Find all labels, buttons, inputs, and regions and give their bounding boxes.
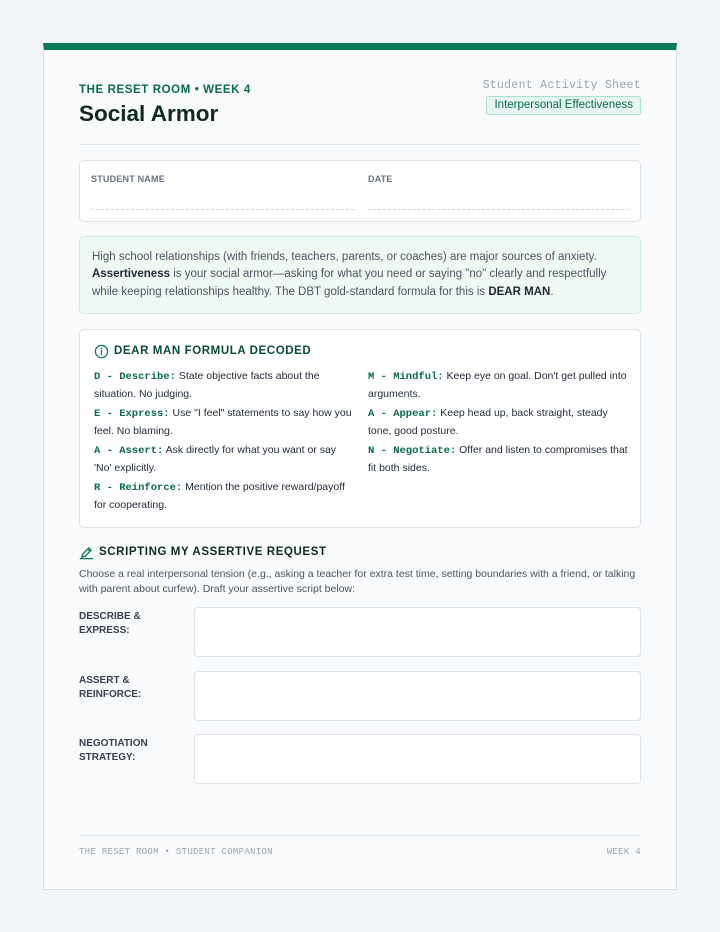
sheet-type-label: Student Activity Sheet <box>482 79 641 92</box>
formula-text: State objective facts about the situation. No judging. <box>94 370 320 400</box>
script-row-label <box>79 610 179 638</box>
intro-text-1: High school relationships (with friends, teachers, parents, or coaches) are major sources of anxiety. <box>92 251 597 263</box>
assert-reinforce-input[interactable] <box>194 671 641 721</box>
topic-badge: Interpersonal Effectiveness <box>486 96 641 115</box>
student-name-label: STUDENT NAME <box>91 174 165 184</box>
script-row-label-line: ASSERT & <box>79 675 130 686</box>
formula-text: Offer and listen to compromises that fit both sides. <box>368 444 628 474</box>
footer-week: WEEK 4 <box>606 847 641 857</box>
student-name-line <box>91 209 354 210</box>
script-row-label-line: REINFORCE: <box>79 689 142 700</box>
formula-text: Keep eye on goal. Don't get pulled into arguments. <box>368 370 627 400</box>
formula-code: A - Appear: <box>368 408 438 420</box>
formula-item-assert <box>94 442 356 477</box>
formula-item-reinforce <box>94 479 356 514</box>
formula-code: R - Reinforce: <box>94 482 183 494</box>
sheet-footer <box>79 835 641 865</box>
script-row-label <box>79 674 179 702</box>
formula-title: DEAR MAN FORMULA DECODED <box>114 345 312 357</box>
negotiation-strategy-input[interactable] <box>194 734 641 784</box>
formula-code: D - Describe: <box>94 371 176 383</box>
intro-text-3: . <box>550 285 554 298</box>
script-row-negotiation <box>79 734 641 784</box>
sheet-header <box>79 50 641 145</box>
script-row-label-line: EXPRESS: <box>79 625 130 636</box>
script-row-label-line: NEGOTIATION <box>79 738 148 749</box>
script-row-label-line: DESCRIBE & <box>79 611 141 622</box>
script-row-label <box>79 737 179 765</box>
student-info-fields <box>79 160 641 222</box>
formula-text: Keep head up, back straight, steady tone, good posture. <box>368 407 608 437</box>
series-kicker: THE RESET ROOM • WEEK 4 <box>79 84 251 96</box>
script-description: Choose a real interpersonal tension (e.g., asking a teacher for extra test time, setting boundaries with a friend, or talking with parent about curfew). Draft your assertive script below: <box>79 568 636 595</box>
formula-code: A - Assert: <box>94 445 164 457</box>
student-name-field[interactable] <box>91 161 354 221</box>
intro-dear-man: DEAR MAN <box>488 285 551 298</box>
formula-code: E - Express: <box>94 408 170 420</box>
date-field[interactable] <box>368 161 629 221</box>
formula-item-appear <box>368 405 630 440</box>
formula-item-express <box>94 405 356 440</box>
formula-item-negotiate <box>368 442 630 477</box>
pen-icon <box>79 545 94 560</box>
formula-heading <box>94 343 311 359</box>
formula-text: Mention the positive reward/payoff for cooperating. <box>94 481 345 511</box>
sheet-content <box>79 50 641 857</box>
dear-man-formula-card <box>79 329 641 528</box>
formula-item-describe <box>94 368 356 403</box>
intro-callout <box>79 236 641 314</box>
info-circle-icon <box>94 344 109 359</box>
intro-text-2: is your social armor—asking for what you need or saying "no" clearly and respectfully while keeping relationships healthy. The DBT gold-standard formula for this is <box>92 268 607 298</box>
formula-column-left <box>94 368 356 516</box>
describe-express-input[interactable] <box>194 607 641 657</box>
activity-sheet <box>43 43 677 890</box>
script-row-assert-reinforce <box>79 671 641 721</box>
date-line <box>368 209 629 210</box>
formula-text: Ask directly for what you want or say 'No' explicitly. <box>94 444 337 474</box>
script-title: SCRIPTING MY ASSERTIVE REQUEST <box>99 546 327 558</box>
footer-series: THE RESET ROOM • STUDENT COMPANION <box>79 847 273 857</box>
intro-assertiveness: Assertiveness <box>92 268 170 281</box>
formula-code: N - Negotiate: <box>368 445 457 457</box>
script-row-describe-express <box>79 607 641 657</box>
formula-code: M - Mindful: <box>368 371 444 383</box>
script-row-label-line: STRATEGY: <box>79 752 136 763</box>
formula-item-mindful <box>368 368 630 403</box>
formula-column-right <box>368 368 630 479</box>
formula-text: Use "I feel" statements to say how you feel. No blaming. <box>94 407 352 437</box>
date-label: DATE <box>368 174 393 184</box>
page-title: Social Armor <box>79 101 219 126</box>
script-heading <box>79 544 327 560</box>
